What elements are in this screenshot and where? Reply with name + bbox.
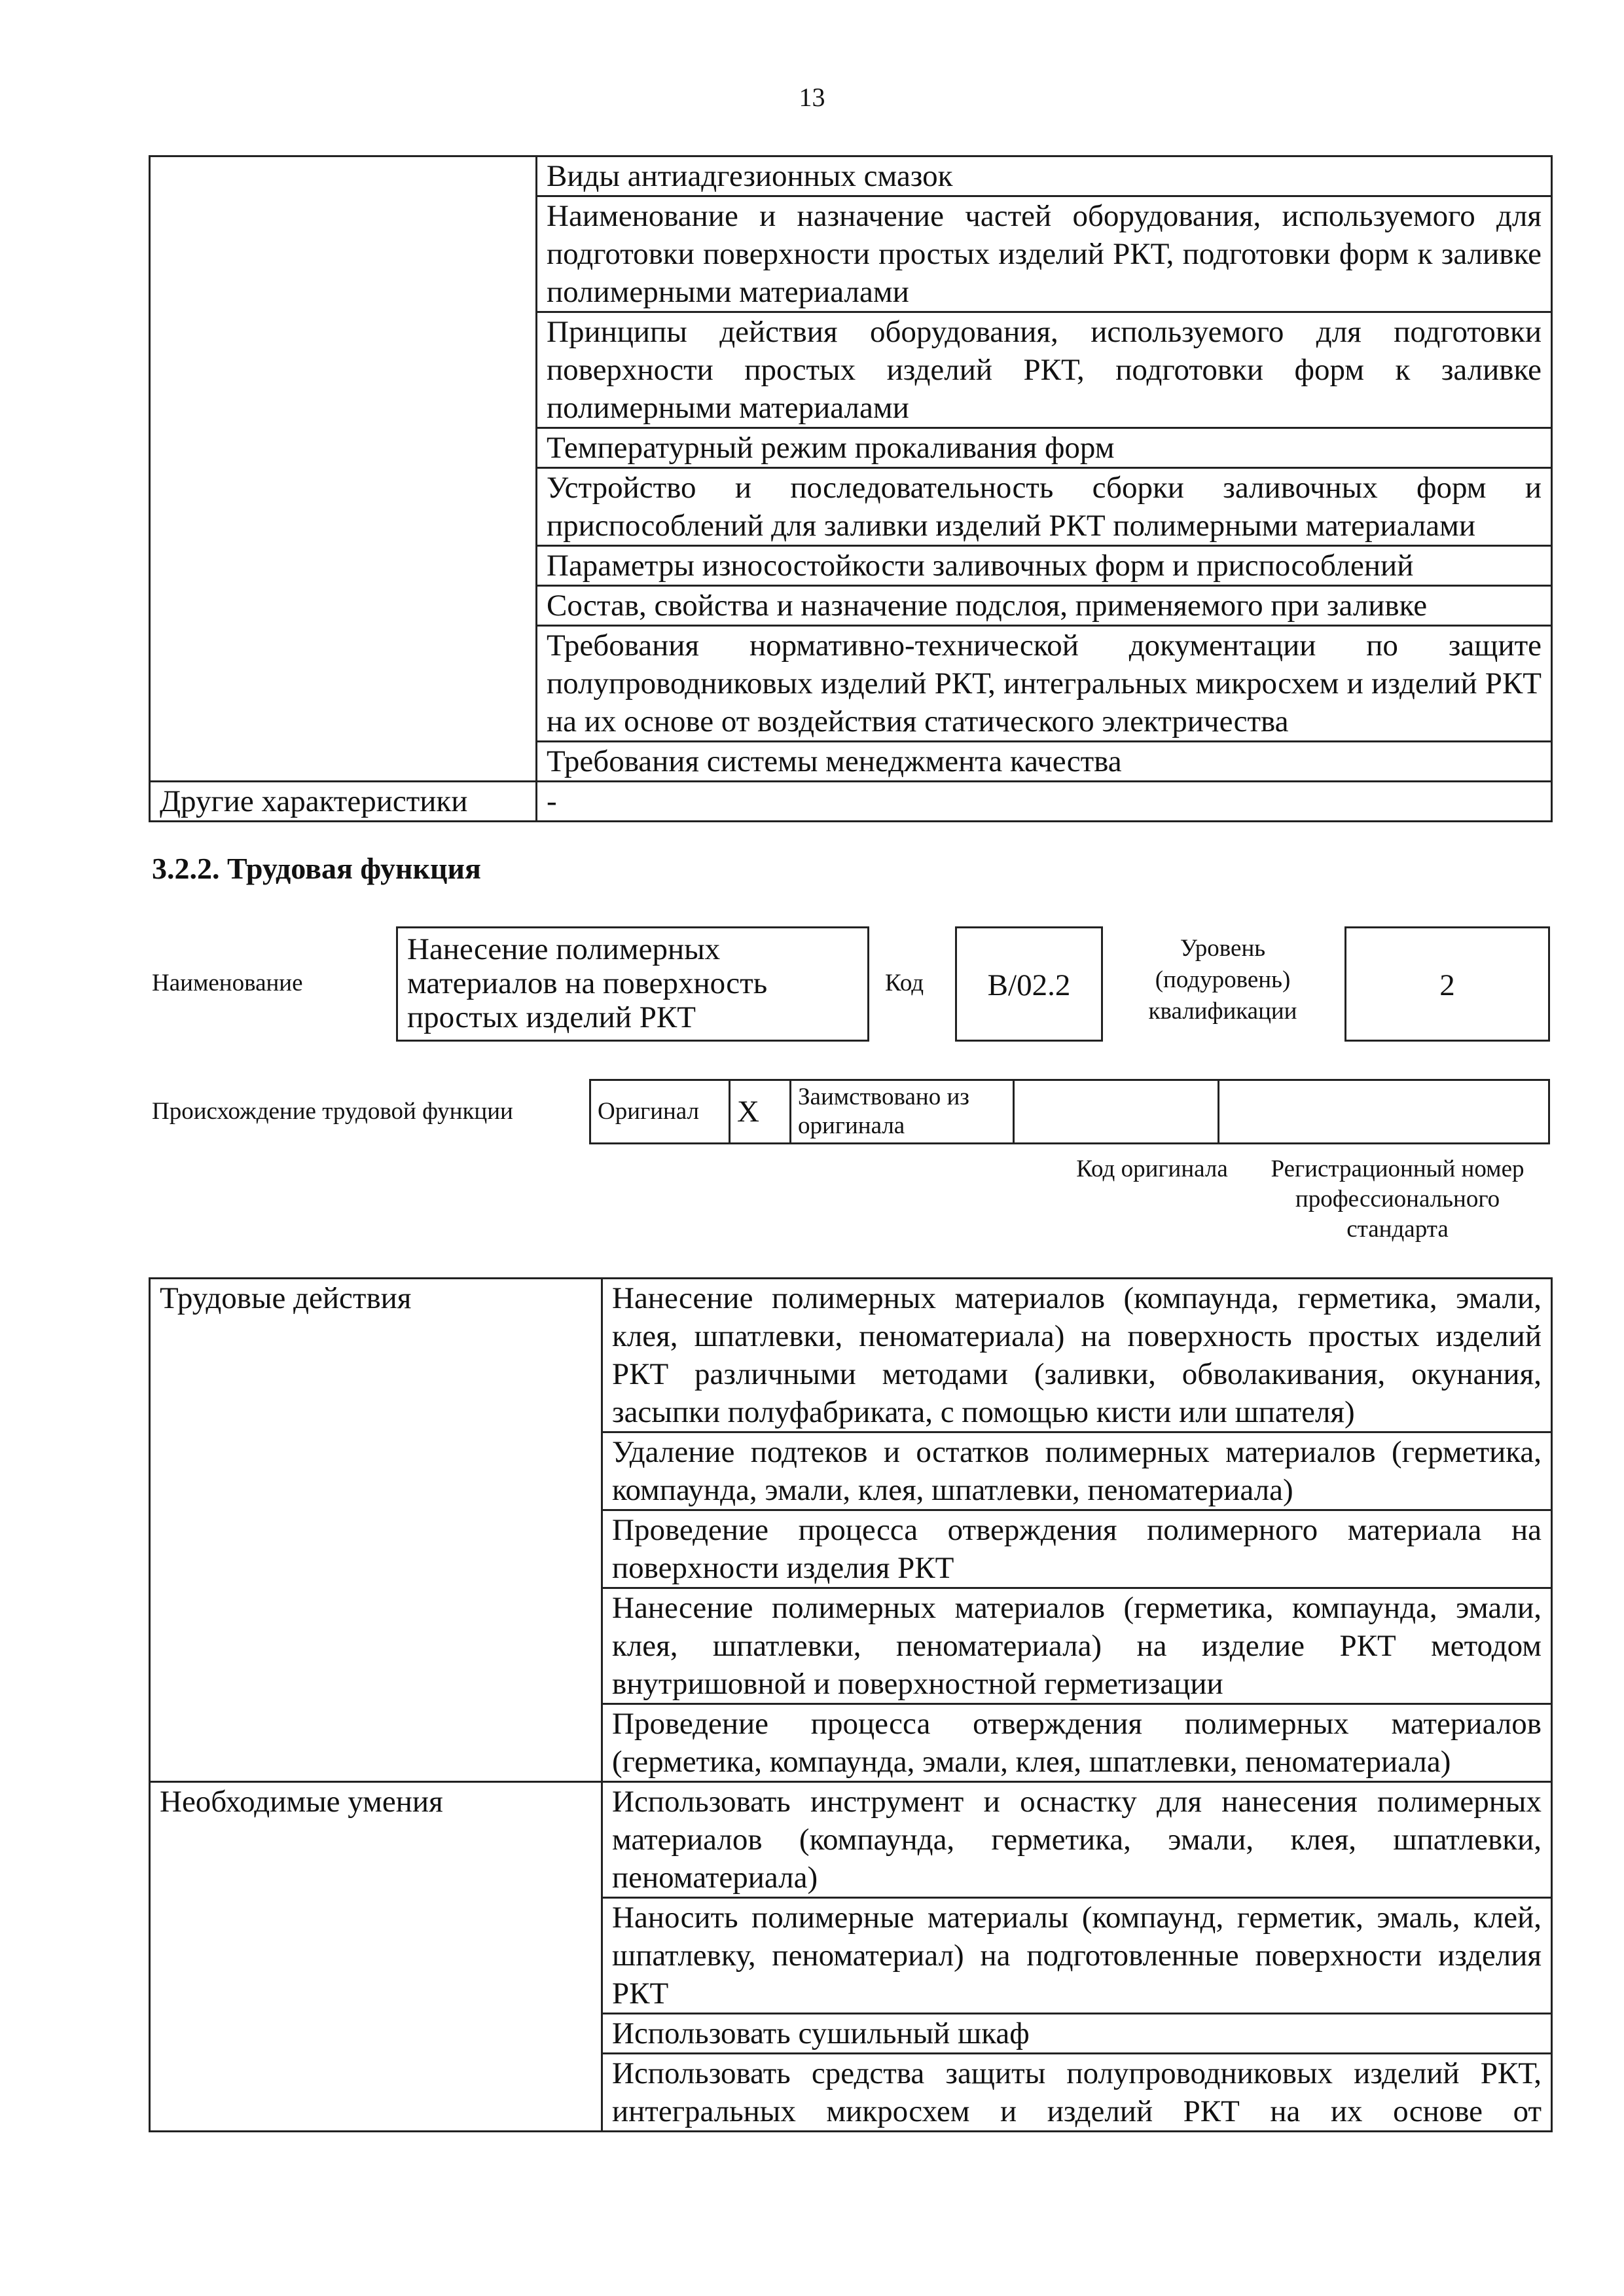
code-label: Код: [885, 970, 924, 996]
origin-label: Происхождение трудовой функции: [152, 1098, 513, 1125]
knowledge-label-cell: [150, 156, 537, 782]
knowledge-item: Состав, свойства и назначение подслоя, применяемого при заливке: [537, 586, 1552, 626]
table-row: [150, 156, 1552, 196]
knowledge-item: Параметры износостойкости заливочных форм и приспособлений: [537, 546, 1552, 586]
original-cell: Оригинал: [590, 1080, 730, 1144]
borrowed-cell: Заимствовано из оригинала: [791, 1080, 1014, 1144]
knowledge-item: Устройство и последовательность сборки заливочных форм и приспособлений для заливки изделий РКТ полимерными материалами: [537, 468, 1552, 546]
skills-label: Необходимые умения: [150, 1782, 602, 2132]
table-row: [150, 1782, 1552, 1898]
knowledge-item: Температурный режим прокаливания форм: [537, 428, 1552, 468]
table-row: [590, 1080, 1549, 1144]
knowledge-item: Принципы действия оборудования, используемого для подготовки поверхности простых изделий РКТ, подготовки форм к заливке полимерными материалами: [537, 312, 1552, 428]
skill-item: Использовать инструмент и оснастку для нанесения полимерных материалов (компаунда, герметика, эмали, клея, шпатлевки, пеноматериала): [602, 1782, 1552, 1898]
labor-action-item: Нанесение полимерных материалов (герметика, компаунда, эмали, клея, шпатлевки, пеноматериала) на изделие РКТ методом внутришовной и поверхностной герметизации: [602, 1588, 1552, 1704]
registration-number-cell: [1219, 1080, 1549, 1144]
code-caption: Код оригинала: [1076, 1156, 1228, 1182]
table-row: [150, 782, 1552, 822]
skill-item: Использовать средства защиты полупроводниковых изделий РКТ, интегральных микросхем и изделий РКТ на их основе от: [602, 2054, 1552, 2132]
level-label: Уровень (подуровень) квалификации: [1148, 935, 1297, 1025]
table-row: [150, 1279, 1552, 1432]
knowledge-item: Виды антиадгезионных смазок: [537, 156, 1552, 196]
name-label: Наименование: [152, 970, 303, 996]
level-value-box: 2: [1344, 926, 1550, 1042]
labor-actions-label: Трудовые действия: [150, 1279, 602, 1782]
knowledge-item: Наименование и назначение частей оборудования, используемого для подготовки поверхности простых изделий РКТ, подготовки форм к заливке полимерными материалами: [537, 196, 1552, 312]
labor-action-item: Проведение процесса отверждения полимерного материала на поверхности изделия РКТ: [602, 1510, 1552, 1588]
other-characteristics-label: Другие характеристики: [150, 782, 537, 822]
knowledge-item: Требования нормативно-технической документации по защите полупроводниковых изделий РКТ, интегральных микросхем и изделий РКТ на их основе от воздействия статического электричества: [537, 626, 1552, 742]
labor-function-table: [149, 1277, 1553, 2132]
page-number: 13: [799, 82, 825, 112]
knowledge-table: [149, 155, 1553, 822]
function-name-box: Нанесение полимерных материалов на поверхность простых изделий РКТ: [396, 926, 869, 1042]
origin-table: [589, 1079, 1550, 1144]
labor-action-item: Нанесение полимерных материалов (компаунда, герметика, эмали, клея, шпатлевки, пеноматериала) на поверхность простых изделий РКТ различными методами (заливки, обволакивания, окунания, засыпки полуфабриката, с помощью кисти или шпателя): [602, 1279, 1552, 1432]
skill-item: Наносить полимерные материалы (компаунд, герметик, эмаль, клей, шпатлевку, пеноматериал) на подготовленные поверхности изделия РКТ: [602, 1898, 1552, 2014]
original-code-cell: [1014, 1080, 1219, 1144]
registration-caption: Регистрационный номер профессионального стандарта: [1271, 1156, 1525, 1243]
labor-action-item: Удаление подтеков и остатков полимерных материалов (герметика, компаунда, эмали, клея, шпатлевки, пеноматериала): [602, 1432, 1552, 1510]
section-heading: 3.2.2. Трудовая функция: [152, 852, 481, 885]
skill-item: Использовать сушильный шкаф: [602, 2014, 1552, 2054]
other-characteristics-value: -: [537, 782, 1552, 822]
knowledge-item: Требования системы менеджмента качества: [537, 742, 1552, 782]
function-code-box: В/02.2: [955, 926, 1103, 1042]
labor-action-item: Проведение процесса отверждения полимерных материалов (герметика, компаунда, эмали, клея, шпатлевки, пеноматериала): [602, 1704, 1552, 1782]
original-mark: X: [730, 1080, 791, 1144]
